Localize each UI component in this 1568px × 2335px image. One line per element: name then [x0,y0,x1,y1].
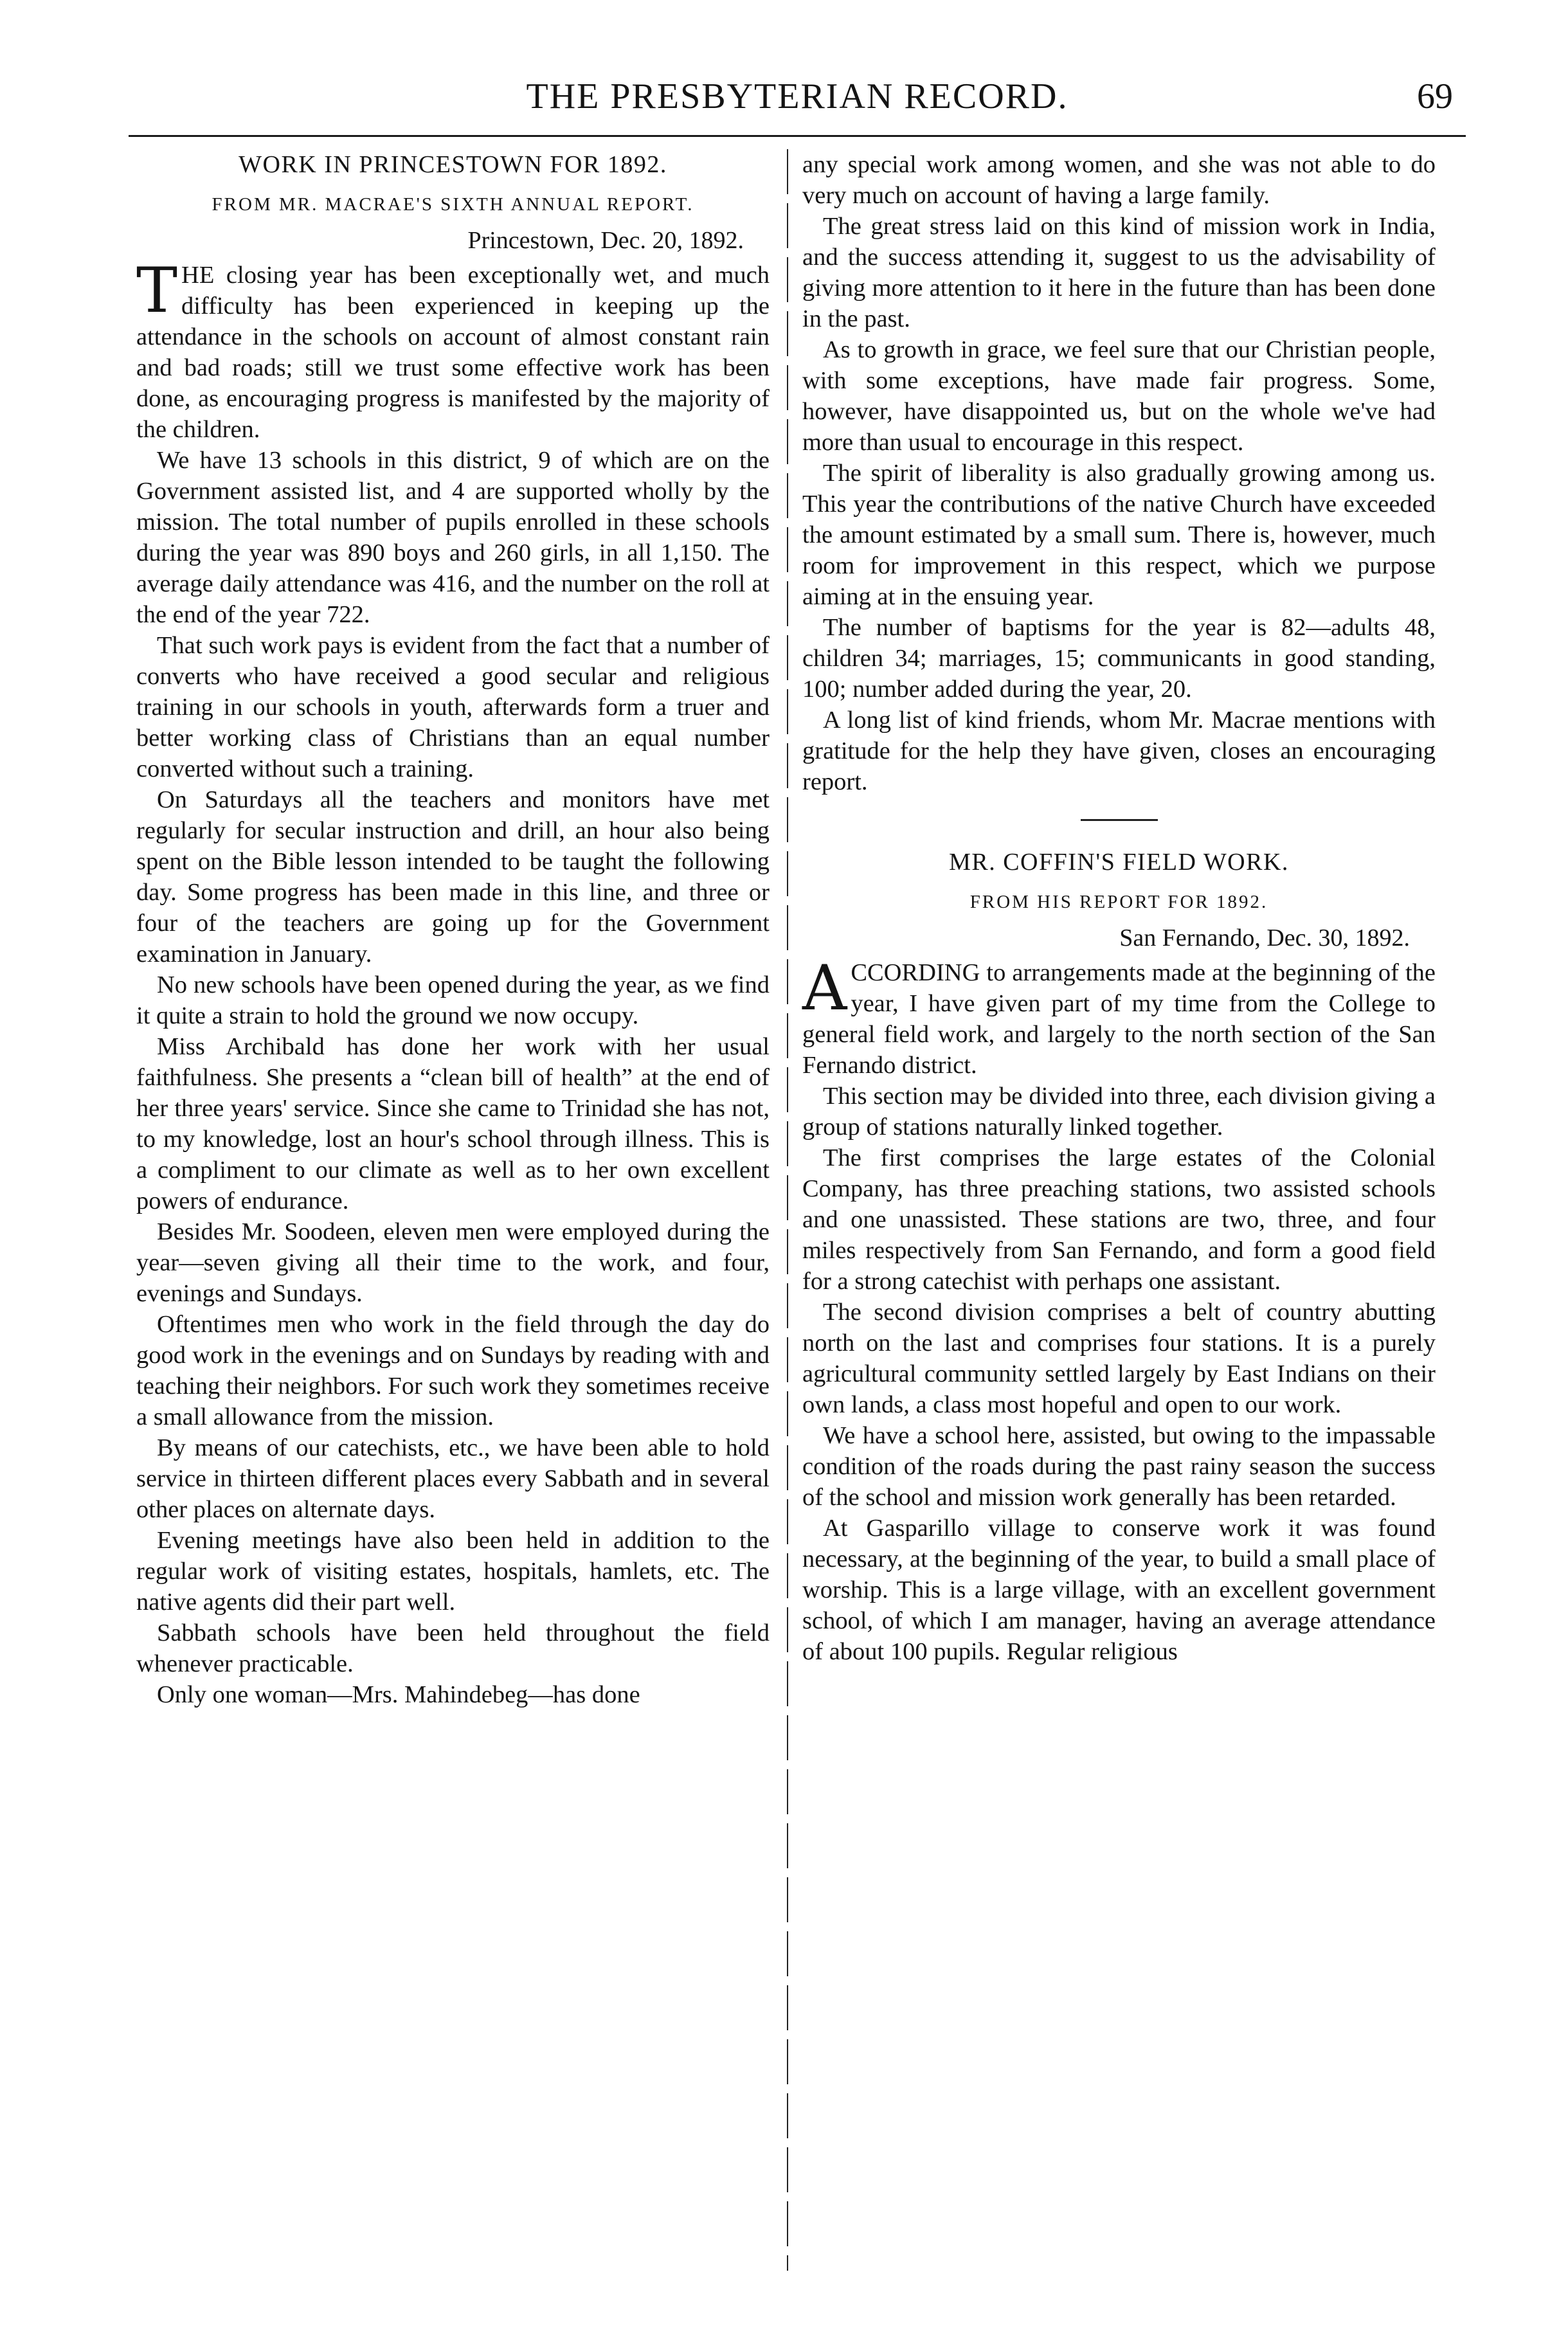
paragraph: Oftentimes men who work in the field through the day do good work in the evenings and on Sundays by reading with and teaching their neighbors. For such work they sometimes receive a small allowance from the mission. [136,1311,770,1430]
paragraph: Evening meetings have also been held in addition to the regular work of visiting estates, hospitals, hamlets, etc. The native agents did their part well. [136,1527,770,1616]
section-rule [1081,819,1158,821]
drop-cap: T [136,255,178,327]
paragraph: The first comprises the large estates of the Colonial Company, has three preaching stations, two assisted schools and one unassisted. These stations are two, three, and four miles respectively from San Fernando, and form a good field for a strong catechist with perhaps one assistant. [802,1144,1436,1295]
paragraph: The second division comprises a belt of country abutting north on the last and comprises four stations. It is a purely agricultural community settled largely by East Indians on their own lands, a class most hopeful and open to our work. [802,1299,1436,1418]
paragraph: As to growth in grace, we feel sure that our Christian people, with some exceptions, have made fair progress. Some, however, have disappointed us, but on the whole we've had more than usual to encourage in this respect. [802,336,1436,456]
paragraph: Besides Mr. Soodeen, eleven men were employed during the year—seven giving all their time to the work, and four, evenings and Sundays. [136,1218,770,1307]
paragraph: any special work among women, and she was not able to do very much on account of having a large family. [802,151,1436,209]
right-column [802,149,1436,1667]
paragraph: We have a school here, assisted, but owing to the impassable condition of the roads during the past rainy season the success of the school and mission work generally has been retarded. [802,1422,1436,1511]
paragraph: The great stress laid on this kind of mission work in India, and the success attending it, suggest to us the advisability of giving more attention to it here in the future than has been done in the past. [802,213,1436,332]
drop-cap: A [802,952,847,1024]
article-heading: MR. COFFIN'S FIELD WORK. [949,849,1289,876]
paragraph: No new schools have been opened during the year, as we find it quite a strain to hold the ground we now occupy. [136,971,770,1029]
article-dateline: San Fernando, Dec. 30, 1892. [1119,924,1410,951]
article-dateline: Princestown, Dec. 20, 1892. [467,227,744,254]
paragraph: Miss Archibald has done her work with her usual faithfulness. She presents a “clean bill of health” at the end of her three years' service. Since she came to Trinidad she has not, to my knowledge, lost an hour's school through illness. This is a compliment to our climate as well as to her own excellent powers of endurance. [136,1033,770,1214]
paragraph-text: CCORDING to arrangements made at the beginning of the year, I have given part of my time from the College to general field work, and largely to the north section of the San Fernando district. [802,959,1436,1079]
paragraph [136,255,770,445]
journal-title: THE PRESBYTERIAN RECORD. [526,77,1068,116]
paragraph: A long list of kind friends, whom Mr. Macrae mentions with gratitude for the help they have given, closes an encouraging report. [802,707,1436,795]
paragraph: The spirit of liberality is also gradually growing among us. This year the contributions of the native Church have exceeded the amount estimated by a small sum. There is, however, much room for improvement in this respect, which we purpose aiming at in the ensuing year. [802,460,1436,610]
paragraph [802,952,1436,1081]
paragraph: On Saturdays all the teachers and monitors have met regularly for secular instruction and drill, an hour also being spent on the Bible lesson intended to be taught the following day. Some progress has been made in this line, and three or four of the teachers are going up for the Government examination in January. [136,786,770,968]
column-divider [787,149,788,2271]
paragraph: Only one woman—Mrs. Mahindebeg—has done [157,1681,640,1708]
paragraph: Sabbath schools have been held throughout the field whenever practicable. [136,1619,770,1677]
paragraph-text: HE closing year has been exceptionally wet, and much difficulty has been experienced in keeping up the attendance in the schools on account of almost constant rain and bad roads; still we trust some effective work has been done, as encouraging progress is manifested by the majority of the children. [136,262,770,443]
header-rule [129,135,1466,137]
article-subheading: FROM HIS REPORT FOR 1892. [969,892,1268,912]
article-subheading: FROM MR. MACRAE'S SIXTH ANNUAL REPORT. [212,194,694,215]
paragraph: By means of our catechists, etc., we have been able to hold service in thirteen different places every Sabbath and in several other places on alternate days. [136,1434,770,1523]
left-column [136,149,770,1710]
paragraph: That such work pays is evident from the fact that a number of converts who have received a good secular and religious training in our schools in youth, afterwards form a truer and better working class of Christians than an equal number converted without such a training. [136,632,770,782]
page-header [129,71,1466,122]
paragraph: The number of baptisms for the year is 82—adults 48, children 34; marriages, 15; communicants in good standing, 100; number added during the year, 20. [802,614,1436,703]
paragraph: This section may be divided into three, each division giving a group of stations naturally linked together. [802,1083,1436,1140]
paragraph: At Gasparillo village to conserve work it was found necessary, at the beginning of the year, to build a small place of worship. This is a large village, with an excellent government school, of which I am manager, having an average attendance of about 100 pupils. Regular religious [802,1515,1436,1665]
article-heading: WORK IN PRINCESTOWN FOR 1892. [239,151,667,178]
page-number: 69 [1417,77,1453,116]
paragraph: We have 13 schools in this district, 9 of which are on the Government assisted list, and 4 are supported wholly by the mission. The total number of pupils enrolled in these schools during the year was 890 boys and 260 girls, in all 1,150. The average daily attendance was 416, and the number on the roll at the end of the year 722. [136,447,770,628]
